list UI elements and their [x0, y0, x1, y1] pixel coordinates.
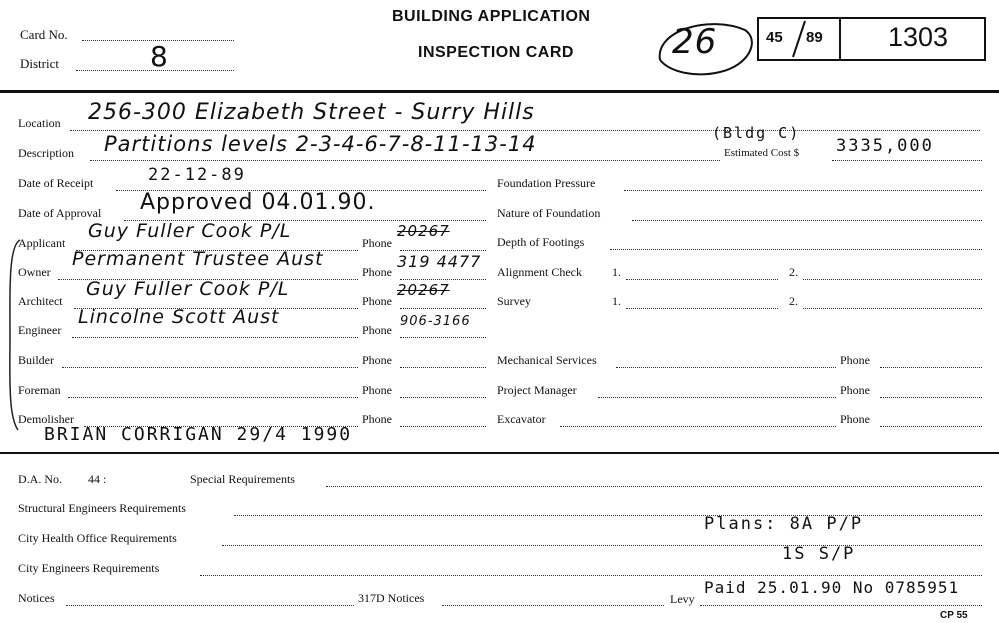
structural-req-line	[234, 515, 982, 516]
notices-line	[66, 605, 354, 606]
foreman-label: Foreman	[18, 383, 61, 397]
levy-value: Paid 25.01.90 No 0785951	[704, 578, 960, 597]
engineer-phone: 906-3166	[400, 314, 471, 329]
survey-line1	[626, 308, 778, 309]
excavator-phone-line	[880, 426, 982, 427]
circled-number: 26	[672, 22, 718, 62]
card-title-line1: BUILDING APPLICATION	[392, 8, 591, 25]
structural-req-label: Structural Engineers Requirements	[18, 501, 186, 515]
foreman-phone-line	[400, 397, 486, 398]
district-value: 8	[150, 40, 169, 73]
builder-phone-line	[400, 367, 486, 368]
alignment-num1: 1.	[612, 265, 621, 279]
engineer-phone-line	[400, 337, 486, 338]
alignment-check-label: Alignment Check	[497, 265, 582, 279]
ref-left: 45	[766, 29, 783, 46]
architect-phone: 20267	[397, 281, 450, 299]
foundation-pressure-line	[624, 190, 982, 191]
project-manager-phone-label: Phone	[840, 383, 870, 397]
builder-label: Builder	[18, 353, 54, 367]
estimated-cost-value: 3335,000	[836, 136, 934, 156]
foundation-pressure-label: Foundation Pressure	[497, 176, 596, 190]
owner-label: Owner	[18, 265, 51, 279]
project-manager-label: Project Manager	[497, 383, 577, 397]
location-label: Location	[18, 116, 61, 130]
mechanical-phone-line	[880, 367, 982, 368]
applicant-phone-label: Phone	[362, 236, 392, 250]
health-req-label: City Health Office Requirements	[18, 531, 177, 545]
alignment-num2: 2.	[789, 265, 798, 279]
demolisher-phone-label: Phone	[362, 412, 392, 426]
receipt-value: 22-12-89	[148, 165, 246, 185]
project-manager-phone-line	[880, 397, 982, 398]
owner-phone-label: Phone	[362, 265, 392, 279]
special-req-line	[326, 486, 982, 487]
applicant-label: Applicant	[18, 236, 66, 250]
da-value: 44 :	[88, 472, 107, 486]
project-manager-line	[598, 397, 836, 398]
survey-label: Survey	[497, 294, 531, 308]
mechanical-services-label: Mechanical Services	[497, 353, 597, 367]
description-line	[90, 160, 720, 161]
foreman-line	[68, 397, 358, 398]
district-label: District	[20, 56, 59, 71]
survey-num2: 2.	[789, 294, 798, 308]
depth-footings-label: Depth of Footings	[497, 235, 585, 249]
mechanical-services-line	[616, 367, 836, 368]
applicant-phone: 20267	[397, 222, 450, 240]
receipt-label: Date of Receipt	[18, 176, 94, 190]
card-title-line2: INSPECTION CARD	[418, 44, 574, 61]
demolisher-label: Demolisher	[18, 412, 74, 426]
alignment-line1	[626, 279, 778, 280]
engineer-label: Engineer	[18, 323, 62, 337]
card-no-label: Card No.	[20, 27, 68, 42]
middle-rule	[0, 452, 999, 454]
location-line	[70, 130, 980, 131]
excavator-phone-label: Phone	[840, 412, 870, 426]
description-note: (Bldg C)	[712, 124, 801, 142]
footer-code: CP 55	[940, 610, 968, 621]
nature-foundation-label: Nature of Foundation	[497, 206, 601, 220]
builder-line	[62, 367, 358, 368]
engineer-value: Lincolne Scott Aust	[78, 306, 280, 328]
demolisher-note: BRIAN CORRIGAN 29/4 1990	[44, 424, 353, 445]
special-req-label: Special Requirements	[190, 472, 295, 486]
estimated-cost-label: Estimated Cost $	[724, 147, 800, 159]
architect-phone-line	[400, 308, 486, 309]
estimated-cost-line	[832, 160, 982, 161]
alignment-line2	[803, 279, 982, 280]
levy-label: Levy	[670, 592, 695, 606]
notices-label: Notices	[18, 591, 55, 605]
excavator-label: Excavator	[497, 412, 546, 426]
builder-phone-label: Phone	[362, 353, 392, 367]
architect-label: Architect	[18, 294, 63, 308]
applicant-value: Guy Fuller Cook P/L	[88, 220, 292, 242]
approval-label: Date of Approval	[18, 206, 102, 220]
foreman-phone-label: Phone	[362, 383, 392, 397]
location-value: 256-300 Elizabeth Street - Surry Hills	[88, 100, 535, 125]
nature-foundation-line	[632, 220, 982, 221]
applicant-phone-line	[400, 250, 486, 251]
plans-line1: Plans: 8A P/P	[704, 514, 864, 534]
engineer-phone-label: Phone	[362, 323, 392, 337]
top-rule	[0, 90, 999, 93]
owner-phone: 319 4477	[397, 252, 482, 271]
ref-right: 89	[806, 29, 823, 46]
survey-line2	[803, 308, 982, 309]
owner-value: Permanent Trustee Aust	[72, 248, 324, 270]
excavator-line	[560, 426, 836, 427]
notices-317d-label: 317D Notices	[358, 591, 425, 605]
health-req-line	[222, 545, 982, 546]
engineer-line	[72, 337, 358, 338]
architect-value: Guy Fuller Cook P/L	[86, 278, 290, 300]
da-label: D.A. No.	[18, 472, 62, 486]
description-label: Description	[18, 146, 74, 160]
description-value: Partitions levels 2-3-4-6-7-8-11-13-14	[104, 132, 537, 156]
survey-num1: 1.	[612, 294, 621, 308]
notices-317d-line	[442, 605, 664, 606]
levy-line	[700, 605, 982, 606]
city-eng-req-label: City Engineers Requirements	[18, 561, 160, 575]
approval-value: Approved 04.01.90.	[140, 190, 376, 215]
depth-footings-line	[610, 249, 982, 250]
owner-phone-line	[400, 279, 486, 280]
plans-line2: 1S S/P	[782, 544, 856, 564]
mechanical-phone-label: Phone	[840, 353, 870, 367]
demolisher-phone-line	[400, 426, 486, 427]
city-eng-req-line	[200, 575, 982, 576]
card-number: 1303	[888, 22, 949, 52]
architect-phone-label: Phone	[362, 294, 392, 308]
